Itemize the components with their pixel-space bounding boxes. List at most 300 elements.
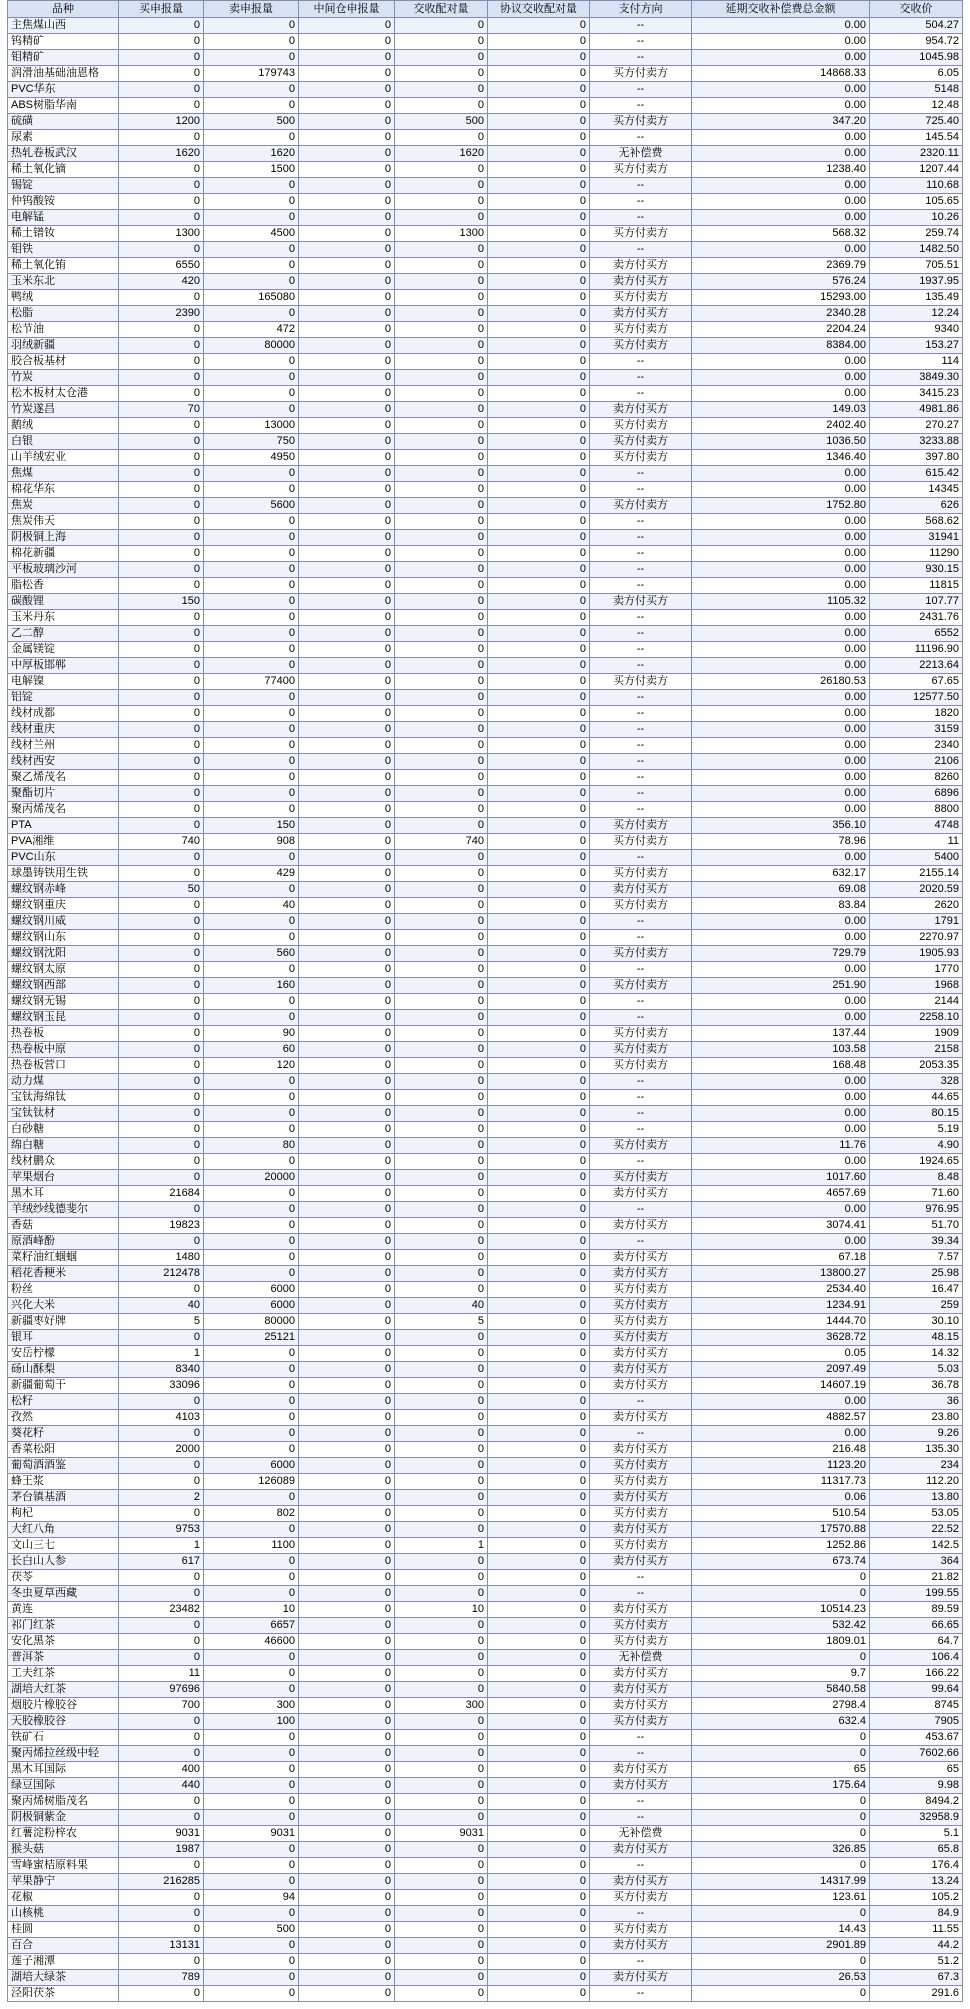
cell-product: 螺纹钢玉昆 [8,1010,119,1026]
cell-sell-declared: 25121 [204,1330,299,1346]
header-compensation-total: 延期交收补偿费总金额 [692,1,870,18]
cell-agreement-matched: 0 [488,1458,590,1474]
cell-buy-declared: 13131 [119,1938,204,1954]
cell-delivery-price: 65 [870,1762,963,1778]
cell-compensation-total: 0.00 [692,1426,870,1442]
cell-delivery-price: 107.77 [870,594,963,610]
table-row [8,898,963,914]
cell-product: 碳酸锂 [8,594,119,610]
cell-payment-direction: 买方付卖方 [590,1026,692,1042]
cell-agreement-matched: 0 [488,1634,590,1650]
cell-payment-direction: -- [590,642,692,658]
cell-agreement-matched: 0 [488,482,590,498]
cell-sell-declared: 0 [204,1554,299,1570]
cell-payment-direction: 买方付卖方 [590,1634,692,1650]
cell-delivery-price: 6552 [870,626,963,642]
cell-delivery-price: 12577.50 [870,690,963,706]
cell-middle-warehouse-declared: 0 [299,162,395,178]
cell-middle-warehouse-declared: 0 [299,450,395,466]
cell-sell-declared: 0 [204,690,299,706]
table-row [8,770,963,786]
cell-compensation-total: 0 [692,1810,870,1826]
cell-delivery-price: 9.26 [870,1426,963,1442]
cell-delivery-matched: 0 [395,1810,488,1826]
cell-compensation-total: 0.00 [692,370,870,386]
cell-payment-direction: 卖方付买方 [590,1762,692,1778]
cell-delivery-matched: 0 [395,1938,488,1954]
cell-sell-declared: 0 [204,1074,299,1090]
cell-compensation-total: 2901.89 [692,1938,870,1954]
cell-product: 白银 [8,434,119,450]
cell-compensation-total: 0.00 [692,770,870,786]
cell-delivery-price: 270.27 [870,418,963,434]
cell-product: 电解锰 [8,210,119,226]
cell-sell-declared: 77400 [204,674,299,690]
cell-delivery-matched: 0 [395,194,488,210]
cell-compensation-total: 0 [692,1906,870,1922]
cell-compensation-total: 2798.4 [692,1698,870,1714]
cell-buy-declared: 0 [119,578,204,594]
cell-product: 钨精矿 [8,34,119,50]
cell-delivery-matched: 0 [395,1842,488,1858]
cell-buy-declared: 0 [119,162,204,178]
cell-compensation-total: 0.00 [692,1122,870,1138]
cell-middle-warehouse-declared: 0 [299,594,395,610]
cell-sell-declared: 0 [204,738,299,754]
cell-payment-direction: 卖方付买方 [590,1666,692,1682]
cell-payment-direction: 买方付卖方 [590,978,692,994]
cell-middle-warehouse-declared: 0 [299,1954,395,1970]
cell-payment-direction: 无补偿费 [590,146,692,162]
cell-delivery-matched: 0 [395,1682,488,1698]
cell-payment-direction: 买方付卖方 [590,434,692,450]
cell-agreement-matched: 0 [488,802,590,818]
cell-delivery-matched: 0 [395,1218,488,1234]
cell-middle-warehouse-declared: 0 [299,1010,395,1026]
table-row [8,658,963,674]
cell-delivery-price: 51.70 [870,1218,963,1234]
cell-delivery-price: 89.59 [870,1602,963,1618]
cell-agreement-matched: 0 [488,898,590,914]
cell-delivery-matched: 0 [395,738,488,754]
cell-delivery-price: 259.74 [870,226,963,242]
cell-middle-warehouse-declared: 0 [299,258,395,274]
cell-sell-declared: 0 [204,1362,299,1378]
cell-delivery-price: 4981.86 [870,402,963,418]
cell-delivery-matched: 0 [395,1378,488,1394]
cell-sell-declared: 0 [204,386,299,402]
table-row [8,1650,963,1666]
cell-delivery-price: 36 [870,1394,963,1410]
table-row [8,1298,963,1314]
cell-delivery-price: 1909 [870,1026,963,1042]
cell-agreement-matched: 0 [488,434,590,450]
cell-middle-warehouse-declared: 0 [299,674,395,690]
cell-delivery-matched: 740 [395,834,488,850]
table-row [8,626,963,642]
cell-payment-direction: 卖方付买方 [590,1698,692,1714]
cell-product: 泾阳茯茶 [8,1986,119,2002]
cell-delivery-price: 1968 [870,978,963,994]
cell-delivery-matched: 0 [395,1570,488,1586]
cell-sell-declared: 0 [204,258,299,274]
cell-buy-declared: 0 [119,450,204,466]
cell-sell-declared: 0 [204,1810,299,1826]
cell-sell-declared: 0 [204,130,299,146]
table-row [8,1218,963,1234]
cell-compensation-total: 0.00 [692,514,870,530]
cell-delivery-matched: 0 [395,1346,488,1362]
cell-sell-declared: 0 [204,1218,299,1234]
cell-delivery-matched: 0 [395,1042,488,1058]
table-row [8,1938,963,1954]
cell-middle-warehouse-declared: 0 [299,626,395,642]
cell-payment-direction: -- [590,50,692,66]
cell-sell-declared: 150 [204,818,299,834]
cell-payment-direction: 买方付卖方 [590,66,692,82]
cell-delivery-price: 36.78 [870,1378,963,1394]
cell-middle-warehouse-declared: 0 [299,226,395,242]
cell-payment-direction: 买方付卖方 [590,834,692,850]
cell-middle-warehouse-declared: 0 [299,1682,395,1698]
cell-delivery-price: 5148 [870,82,963,98]
cell-agreement-matched: 0 [488,258,590,274]
cell-agreement-matched: 0 [488,338,590,354]
cell-product: 烟胶片橡胶谷 [8,1698,119,1714]
cell-delivery-price: 9340 [870,322,963,338]
cell-delivery-price: 11815 [870,578,963,594]
cell-middle-warehouse-declared: 0 [299,1858,395,1874]
cell-sell-declared: 300 [204,1698,299,1714]
cell-delivery-price: 234 [870,1458,963,1474]
cell-buy-declared: 0 [119,642,204,658]
cell-delivery-price: 1905.93 [870,946,963,962]
cell-sell-declared: 0 [204,1490,299,1506]
cell-product: 稻花香粳米 [8,1266,119,1282]
cell-agreement-matched: 0 [488,322,590,338]
cell-compensation-total: 0.00 [692,546,870,562]
cell-delivery-matched: 0 [395,306,488,322]
cell-delivery-price: 6896 [870,786,963,802]
cell-middle-warehouse-declared: 0 [299,1938,395,1954]
cell-payment-direction: -- [590,1010,692,1026]
cell-middle-warehouse-declared: 0 [299,498,395,514]
cell-sell-declared: 0 [204,658,299,674]
cell-compensation-total: 0 [692,1586,870,1602]
cell-middle-warehouse-declared: 0 [299,1842,395,1858]
cell-middle-warehouse-declared: 0 [299,1202,395,1218]
cell-sell-declared: 0 [204,1442,299,1458]
cell-compensation-total: 1123.20 [692,1458,870,1474]
cell-buy-declared: 0 [119,1010,204,1026]
cell-middle-warehouse-declared: 0 [299,962,395,978]
cell-middle-warehouse-declared: 0 [299,1042,395,1058]
table-row [8,738,963,754]
cell-payment-direction: -- [590,1794,692,1810]
cell-delivery-price: 1482.50 [870,242,963,258]
cell-buy-declared: 1 [119,1346,204,1362]
cell-middle-warehouse-declared: 0 [299,66,395,82]
cell-sell-declared: 0 [204,1746,299,1762]
cell-sell-declared: 429 [204,866,299,882]
cell-payment-direction: 无补偿费 [590,1650,692,1666]
cell-payment-direction: -- [590,98,692,114]
cell-payment-direction: 买方付卖方 [590,1042,692,1058]
table-row [8,1426,963,1442]
cell-payment-direction: 卖方付买方 [590,1842,692,1858]
cell-compensation-total: 1444.70 [692,1314,870,1330]
cell-buy-declared: 0 [119,738,204,754]
cell-buy-declared: 0 [119,818,204,834]
cell-agreement-matched: 0 [488,290,590,306]
cell-agreement-matched: 0 [488,82,590,98]
cell-sell-declared: 0 [204,1586,299,1602]
cell-compensation-total: 1752.80 [692,498,870,514]
cell-product: 菜籽油红蝈蝈 [8,1250,119,1266]
cell-product: 主焦煤山西 [8,18,119,34]
table-row [8,674,963,690]
table-row [8,946,963,962]
table-row [8,1986,963,2002]
cell-delivery-price: 1207.44 [870,162,963,178]
cell-delivery-price: 106.4 [870,1650,963,1666]
cell-delivery-price: 8260 [870,770,963,786]
cell-sell-declared: 46600 [204,1634,299,1650]
cell-compensation-total: 251.90 [692,978,870,994]
cell-sell-declared: 80 [204,1138,299,1154]
cell-sell-declared: 0 [204,1522,299,1538]
table-row [8,1906,963,1922]
cell-sell-declared: 0 [204,1938,299,1954]
cell-delivery-matched: 0 [395,1970,488,1986]
cell-compensation-total: 0.00 [692,178,870,194]
cell-delivery-matched: 1300 [395,226,488,242]
cell-delivery-price: 2213.64 [870,658,963,674]
header-product: 品种 [8,1,119,18]
cell-product: 尿素 [8,130,119,146]
cell-agreement-matched: 0 [488,18,590,34]
cell-payment-direction: 卖方付买方 [590,1778,692,1794]
cell-sell-declared: 500 [204,114,299,130]
cell-payment-direction: -- [590,690,692,706]
cell-sell-declared: 0 [204,594,299,610]
table-row [8,338,963,354]
cell-agreement-matched: 0 [488,146,590,162]
cell-delivery-price: 13.80 [870,1490,963,1506]
cell-payment-direction: -- [590,1586,692,1602]
cell-compensation-total: 0.00 [692,658,870,674]
cell-middle-warehouse-declared: 0 [299,18,395,34]
cell-compensation-total: 0 [692,1986,870,2002]
cell-buy-declared: 0 [119,466,204,482]
cell-middle-warehouse-declared: 0 [299,1378,395,1394]
cell-delivery-price: 21.82 [870,1570,963,1586]
cell-buy-declared: 150 [119,594,204,610]
table-row [8,1874,963,1890]
cell-middle-warehouse-declared: 0 [299,1986,395,2002]
cell-delivery-price: 5400 [870,850,963,866]
cell-compensation-total: 17570.88 [692,1522,870,1538]
cell-agreement-matched: 0 [488,834,590,850]
cell-payment-direction: 买方付卖方 [590,162,692,178]
cell-product: PVC山东 [8,850,119,866]
cell-payment-direction: -- [590,386,692,402]
cell-middle-warehouse-declared: 0 [299,1826,395,1842]
cell-payment-direction: -- [590,242,692,258]
cell-agreement-matched: 0 [488,1234,590,1250]
cell-delivery-matched: 0 [395,1730,488,1746]
table-row [8,1730,963,1746]
cell-buy-declared: 700 [119,1698,204,1714]
cell-delivery-price: 71.60 [870,1186,963,1202]
cell-delivery-matched: 0 [395,1282,488,1298]
cell-buy-declared: 0 [119,1330,204,1346]
cell-payment-direction: -- [590,1986,692,2002]
cell-product: 热卷板中原 [8,1042,119,1058]
table-row [8,914,963,930]
cell-delivery-price: 14.32 [870,1346,963,1362]
cell-delivery-matched: 0 [395,786,488,802]
cell-delivery-matched: 0 [395,1394,488,1410]
cell-sell-declared: 0 [204,1986,299,2002]
cell-product: 棉花新疆 [8,546,119,562]
cell-sell-declared: 0 [204,882,299,898]
cell-compensation-total: 2534.40 [692,1282,870,1298]
cell-middle-warehouse-declared: 0 [299,1234,395,1250]
cell-sell-declared: 0 [204,1682,299,1698]
cell-compensation-total: 0 [692,1954,870,1970]
cell-sell-declared: 6000 [204,1282,299,1298]
cell-sell-declared: 0 [204,370,299,386]
cell-compensation-total: 1017.60 [692,1170,870,1186]
cell-buy-declared: 0 [119,1458,204,1474]
cell-compensation-total: 356.10 [692,818,870,834]
cell-middle-warehouse-declared: 0 [299,818,395,834]
cell-delivery-matched: 0 [395,1122,488,1138]
cell-sell-declared: 160 [204,978,299,994]
cell-middle-warehouse-declared: 0 [299,1762,395,1778]
cell-sell-declared: 0 [204,514,299,530]
cell-buy-declared: 19823 [119,1218,204,1234]
header-agreement-matched: 协议交收配对量 [488,1,590,18]
cell-product: 长白山人参 [8,1554,119,1570]
cell-sell-declared: 9031 [204,1826,299,1842]
cell-product: 热卷板营口 [8,1058,119,1074]
cell-payment-direction: -- [590,530,692,546]
cell-agreement-matched: 0 [488,1746,590,1762]
cell-middle-warehouse-declared: 0 [299,1666,395,1682]
cell-delivery-price: 615.42 [870,466,963,482]
cell-delivery-price: 7905 [870,1714,963,1730]
table-row [8,98,963,114]
cell-payment-direction: 买方付卖方 [590,1058,692,1074]
cell-payment-direction: 买方付卖方 [590,818,692,834]
cell-buy-declared: 97696 [119,1682,204,1698]
cell-middle-warehouse-declared: 0 [299,1298,395,1314]
cell-delivery-matched: 0 [395,354,488,370]
cell-sell-declared: 0 [204,1154,299,1170]
cell-delivery-price: 12.48 [870,98,963,114]
cell-delivery-matched: 0 [395,1410,488,1426]
cell-compensation-total: 0 [692,1650,870,1666]
cell-sell-declared: 0 [204,770,299,786]
cell-payment-direction: 买方付卖方 [590,1714,692,1730]
table-row [8,610,963,626]
cell-middle-warehouse-declared: 0 [299,1330,395,1346]
cell-buy-declared: 0 [119,1074,204,1090]
cell-product: 螺纹钢太原 [8,962,119,978]
cell-buy-declared: 0 [119,514,204,530]
table-row [8,1778,963,1794]
cell-product: 新疆枣好牌 [8,1314,119,1330]
table-row [8,530,963,546]
cell-delivery-matched: 0 [395,1714,488,1730]
cell-delivery-matched: 0 [395,626,488,642]
cell-product: 葵花籽 [8,1426,119,1442]
cell-product: 湖培大绿茶 [8,1970,119,1986]
cell-payment-direction: -- [590,130,692,146]
cell-sell-declared: 0 [204,210,299,226]
cell-delivery-price: 16.47 [870,1282,963,1298]
cell-payment-direction: 卖方付买方 [590,882,692,898]
cell-sell-declared: 0 [204,626,299,642]
cell-buy-declared: 0 [119,1506,204,1522]
cell-agreement-matched: 0 [488,1298,590,1314]
cell-product: 工夫红茶 [8,1666,119,1682]
cell-compensation-total: 14868.33 [692,66,870,82]
cell-buy-declared: 0 [119,386,204,402]
cell-product: 线材重庆 [8,722,119,738]
cell-agreement-matched: 0 [488,1138,590,1154]
table-row [8,1762,963,1778]
cell-compensation-total: 326.85 [692,1842,870,1858]
cell-delivery-matched: 0 [395,978,488,994]
cell-middle-warehouse-declared: 0 [299,1922,395,1938]
cell-product: 猴头菇 [8,1842,119,1858]
cell-buy-declared: 216285 [119,1874,204,1890]
table-row [8,1266,963,1282]
cell-delivery-price: 199.55 [870,1586,963,1602]
cell-payment-direction: 卖方付买方 [590,274,692,290]
cell-sell-declared: 908 [204,834,299,850]
cell-buy-declared: 1480 [119,1250,204,1266]
cell-middle-warehouse-declared: 0 [299,1634,395,1650]
cell-delivery-matched: 0 [395,706,488,722]
cell-payment-direction: 买方付卖方 [590,1298,692,1314]
cell-buy-declared: 9031 [119,1826,204,1842]
table-row [8,1042,963,1058]
cell-compensation-total: 0.00 [692,466,870,482]
cell-middle-warehouse-declared: 0 [299,786,395,802]
cell-delivery-matched: 0 [395,1794,488,1810]
cell-payment-direction: 卖方付买方 [590,1442,692,1458]
cell-middle-warehouse-declared: 0 [299,1090,395,1106]
cell-product: 竹炭遂昌 [8,402,119,418]
cell-delivery-price: 30.10 [870,1314,963,1330]
cell-delivery-matched: 0 [395,418,488,434]
cell-delivery-matched: 0 [395,162,488,178]
cell-agreement-matched: 0 [488,1586,590,1602]
cell-buy-declared: 1987 [119,1842,204,1858]
table-row [8,850,963,866]
cell-delivery-matched: 0 [395,1090,488,1106]
cell-delivery-price: 48.15 [870,1330,963,1346]
cell-compensation-total: 83.84 [692,898,870,914]
table-row [8,642,963,658]
cell-middle-warehouse-declared: 0 [299,1074,395,1090]
cell-product: 螺纹钢西部 [8,978,119,994]
cell-sell-declared: 0 [204,1378,299,1394]
